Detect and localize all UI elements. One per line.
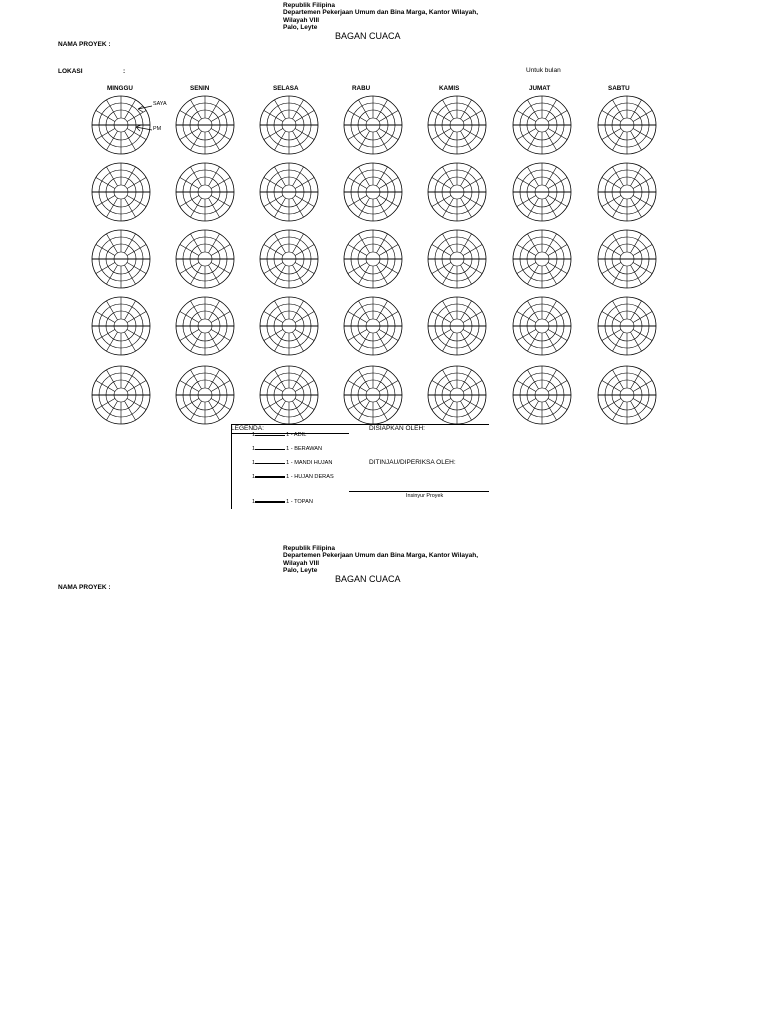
- weather-wheel: [344, 366, 402, 424]
- weather-wheel: [260, 96, 318, 154]
- page2-project-name-label: NAMA PROYEK :: [58, 584, 111, 591]
- weather-wheel: [598, 366, 656, 424]
- engineer-label: Insinyur Proyek: [406, 493, 444, 499]
- legend-title: LEGENDA:: [231, 425, 264, 432]
- reviewed-by-label: DITINJAU/DIPERIKSA OLEH:: [369, 459, 456, 466]
- page2-header-block: [283, 545, 478, 575]
- weather-wheel: [176, 96, 234, 154]
- weather-wheel: [428, 96, 486, 154]
- legend-item-heavy-rain: 1 1 - HUJAN DERAS: [252, 474, 334, 480]
- weather-wheel: [92, 366, 150, 424]
- weather-wheel: [344, 297, 402, 355]
- project-name-label: NAMA PROYEK :: [58, 41, 111, 48]
- legend-item-showers: 1 1 - MANDI HUJAN: [252, 460, 333, 466]
- weather-wheel: [344, 230, 402, 288]
- pm-annotation: PM: [153, 126, 162, 132]
- weather-wheel: [260, 366, 318, 424]
- weather-wheel: [260, 297, 318, 355]
- weather-wheel: [598, 96, 656, 154]
- day-header-friday: JUMAT: [529, 85, 551, 92]
- signature-line: [349, 491, 489, 492]
- page-title: BAGAN CUACA: [335, 31, 401, 41]
- weather-wheel: [513, 163, 571, 221]
- legend-item-typhoon: 1 1 - TOPAN: [252, 499, 313, 505]
- weather-wheel: [344, 163, 402, 221]
- weather-wheel: [428, 230, 486, 288]
- weather-wheel: [513, 297, 571, 355]
- weather-wheel-grid: [0, 0, 768, 440]
- month-label: Untuk bulan: [526, 67, 561, 74]
- weather-wheel: [513, 230, 571, 288]
- weather-wheel: [260, 230, 318, 288]
- weather-wheel: [92, 96, 150, 154]
- page2-department-text: Departemen Pekerjaan Umum dan Bina Marga, Kantor Wilayah,: [283, 552, 478, 560]
- legend-top-rule: [231, 424, 489, 425]
- location-colon: :: [123, 68, 126, 75]
- page2-region-text: Wilayah VIII: [283, 559, 320, 567]
- day-header-sunday: MINGGU: [107, 85, 133, 92]
- legend-left-rule: [231, 424, 232, 509]
- weather-wheel: [513, 366, 571, 424]
- legend-item-fair: 1 1 - ADIL: [252, 432, 307, 438]
- weather-wheel: [176, 366, 234, 424]
- weather-wheel: [598, 230, 656, 288]
- weather-wheel: [176, 163, 234, 221]
- day-header-thursday: KAMIS: [439, 85, 460, 92]
- day-header-saturday: SABTU: [608, 85, 630, 92]
- day-header-monday: SENIN: [190, 85, 210, 92]
- weather-wheel: [428, 297, 486, 355]
- prepared-by-label: DISIAPKAN OLEH:: [369, 425, 425, 432]
- location-label: LOKASI: [58, 68, 83, 75]
- weather-wheel: [598, 163, 656, 221]
- weather-wheel: [260, 163, 318, 221]
- page2-location-text: Palo, Leyte: [283, 567, 318, 575]
- location-text: Palo, Leyte: [283, 24, 318, 32]
- weather-wheel: [428, 163, 486, 221]
- am-annotation: SAYA: [153, 101, 167, 107]
- weather-wheel: [598, 297, 656, 355]
- weather-wheel: [92, 163, 150, 221]
- day-header-wednesday: RABU: [352, 85, 371, 92]
- page2-country-text: Republik Filipina: [283, 545, 336, 552]
- legend-item-cloudy: 1 1 - BERAWAN: [252, 446, 323, 452]
- region-text: Wilayah VIII: [283, 16, 320, 24]
- weather-wheel: [176, 297, 234, 355]
- day-header-tuesday: SELASA: [273, 85, 299, 92]
- weather-wheel: [344, 96, 402, 154]
- weather-wheel: [92, 297, 150, 355]
- country-text: Republik Filipina: [283, 2, 336, 9]
- weather-wheel: [92, 230, 150, 288]
- department-text: Departemen Pekerjaan Umum dan Bina Marga, Kantor Wilayah,: [283, 9, 478, 17]
- weather-wheel: [513, 96, 571, 154]
- weather-wheel: [176, 230, 234, 288]
- weather-wheel: [428, 366, 486, 424]
- page2-title: BAGAN CUACA: [335, 574, 401, 584]
